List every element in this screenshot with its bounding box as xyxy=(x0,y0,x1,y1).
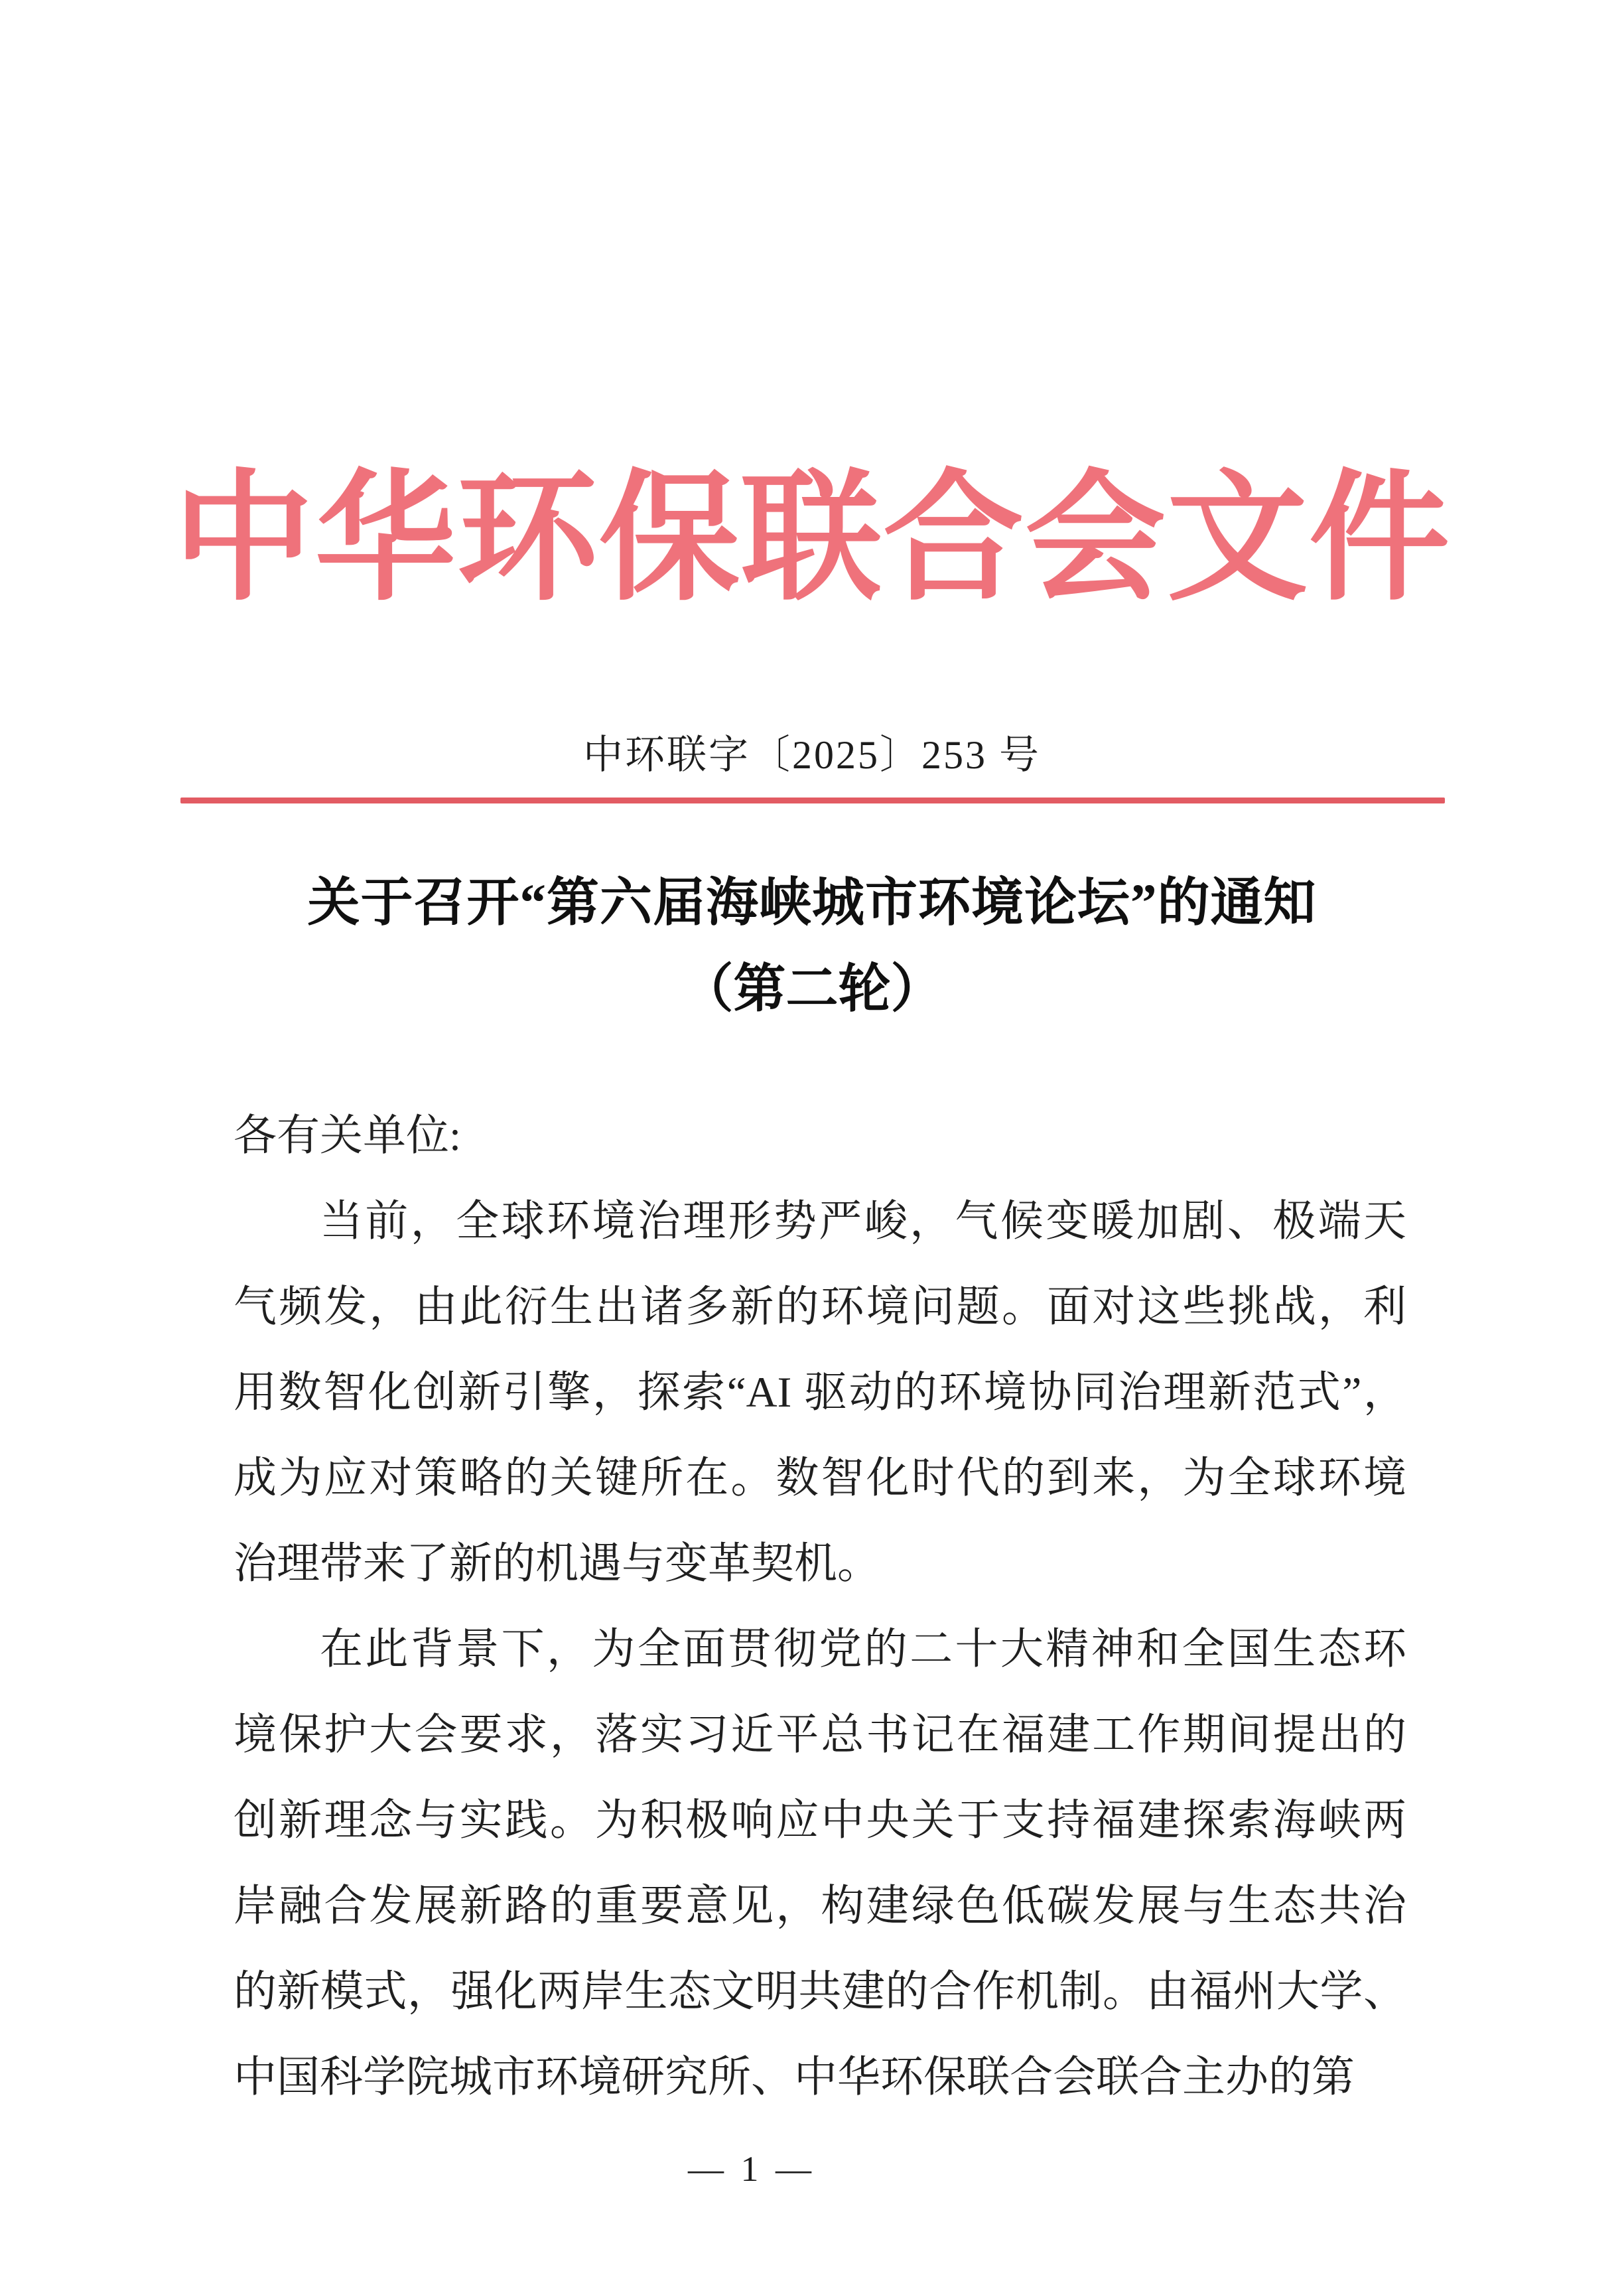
body-line: 治理带来了新的机遇与变革契机。 xyxy=(234,1540,881,1588)
red-divider-line xyxy=(180,798,1445,803)
body-line: 岸融合发展新路的重要意见，构建绿色低碳发展与生态共治 xyxy=(234,1882,1406,1930)
body-line: 创新理念与实践。为积极响应中央关于支持福建探索海峡两 xyxy=(234,1797,1406,1844)
body-line: 气频发，由此衍生出诸多新的环境问题。面对这些挑战，利 xyxy=(234,1283,1406,1331)
doc-reference-number: 中环联字〔2025〕253 号 xyxy=(583,733,1041,777)
page-number: — 1 — xyxy=(688,2149,815,2189)
body-line: 的新模式，强化两岸生态文明共建的合作机制。由福州大学、 xyxy=(234,1968,1406,2016)
body-line: 在此背景下，为全面贯彻党的二十大精神和全国生态环 xyxy=(320,1626,1406,1673)
body-line: 成为应对策略的关键所在。数智化时代的到来，为全球环境 xyxy=(234,1454,1406,1502)
body-line: 当前，全球环境治理形势严峻，气候变暖加剧、极端天 xyxy=(320,1198,1406,1245)
notice-subtitle: （第二轮） xyxy=(681,961,943,1018)
org-banner-title: 中华环保联合会文件 xyxy=(173,461,1451,617)
body-text xyxy=(234,1093,1406,2120)
body-line: 中国科学院城市环境研究所、中华环保联合会联合主办的第 xyxy=(234,2053,1355,2101)
body-line: 用数智化创新引擎，探索“AI 驱动的环境协同治理新范式”， xyxy=(234,1369,1406,1417)
body-line: 各有关单位: xyxy=(234,1112,462,1160)
notice-title: 关于召开“第六届海峡城市环境论坛”的通知 xyxy=(307,874,1317,932)
body-line: 境保护大会要求，落实习近平总书记在福建工作期间提出的 xyxy=(234,1711,1406,1759)
